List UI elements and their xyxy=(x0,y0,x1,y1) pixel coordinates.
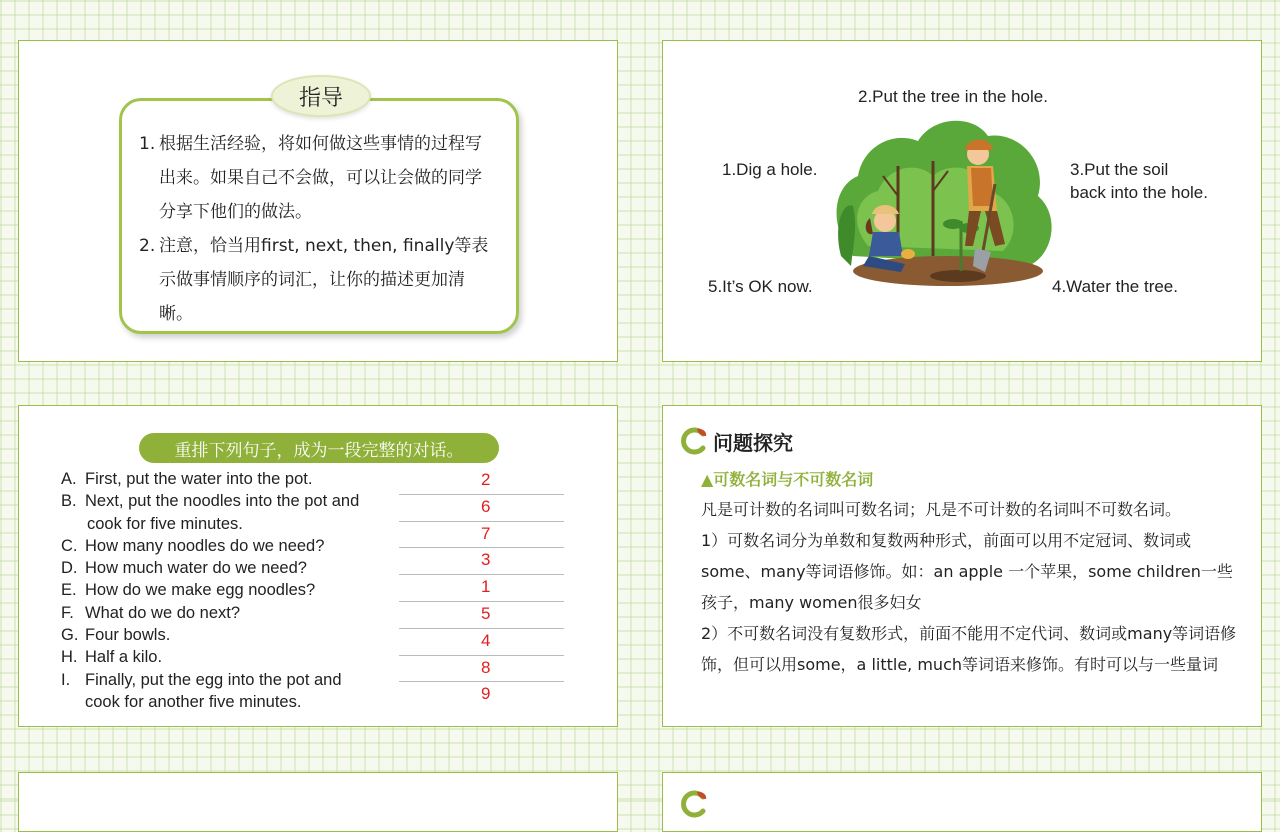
guide-title: 指导 xyxy=(271,75,371,117)
guide-item-number: 1. xyxy=(139,134,156,154)
leaf-c-icon xyxy=(679,426,709,456)
slide-guide[interactable] xyxy=(18,40,618,362)
sentence-item xyxy=(61,624,411,646)
sentence-letter: D. xyxy=(61,559,78,578)
subheading: ▲可数名词与不可数名词 xyxy=(701,470,874,489)
slide-tree-planting[interactable] xyxy=(662,40,1262,362)
guide-item-text: 注意，恰当用first, next, then, finally等表示做事情顺序的词汇，让你的描述更加清晰。 xyxy=(159,236,489,324)
sentence-text: First, put the water into the pot. xyxy=(85,470,313,488)
leaf-c-icon xyxy=(679,789,709,819)
tree-planting-illustration xyxy=(823,106,1063,286)
sentence-item xyxy=(61,557,411,579)
step-3-line2: back into the hole. xyxy=(1070,183,1208,202)
answer-row xyxy=(399,656,564,683)
section-heading xyxy=(679,426,793,456)
guide-item xyxy=(139,127,489,229)
guide-item xyxy=(139,229,489,331)
sentence-text: Half a kilo. xyxy=(85,648,163,667)
sentence-text: cook for another five minutes. xyxy=(85,692,302,711)
instruction-banner: 重排下列句子，成为一段完整的对话。 xyxy=(139,433,499,463)
sentence-letter: F. xyxy=(61,603,74,622)
slide-reorder-dialogue[interactable] xyxy=(18,405,618,727)
answer-row xyxy=(399,682,564,708)
step-4-label: 4.Water the tree. xyxy=(1052,277,1178,296)
sentence-text: How do we make egg noodles? xyxy=(85,581,316,600)
answer-row xyxy=(399,495,564,522)
step-3-line1: 3.Put the soil xyxy=(1070,160,1169,179)
sentence-letter: E. xyxy=(61,581,77,600)
sentence-text: Four bowls. xyxy=(85,626,171,645)
step-5-label: 5.It’s OK now. xyxy=(708,277,813,296)
step-3-label xyxy=(1070,158,1208,204)
sentence-item xyxy=(61,669,411,714)
answer-row xyxy=(399,522,564,549)
answer-number: 8 xyxy=(481,657,491,677)
answer-row xyxy=(399,468,564,495)
step-2-label: 2.Put the tree in the hole. xyxy=(858,87,1048,106)
slide-nouns[interactable] xyxy=(662,405,1262,727)
guide-item-text: 根据生活经验，将如何做这些事情的过程写出来。如果自己不会做，可以让会做的同学分享下他们的做法。 xyxy=(159,134,482,222)
answer-number: 6 xyxy=(481,496,491,516)
body-text xyxy=(701,494,1241,680)
sentence-list xyxy=(61,468,411,713)
answer-number: 5 xyxy=(481,603,491,623)
step-1-label: 1.Dig a hole. xyxy=(722,160,818,179)
answer-number: 2 xyxy=(481,470,491,489)
answer-column xyxy=(399,468,564,708)
answer-number: 9 xyxy=(481,684,491,704)
paragraph: 1）可数名词分为单数和复数两种形式，前面可以用不定冠词、数词或some、many等词语修饰。如：an apple 一个苹果，some children一些孩子，many women很多妇女 xyxy=(701,531,1233,612)
answer-row xyxy=(399,602,564,629)
paragraph: 凡是可计数的名词叫可数名词；凡是不可计数的名词叫不可数名词。 xyxy=(701,500,1182,519)
sentence-item xyxy=(61,490,411,535)
sentence-text: How much water do we need? xyxy=(85,559,307,578)
paragraph: 2）不可数名词没有复数形式，前面不能用不定代词、数词或many等词语修饰，但可以用some，a little, much等词语来修饰。有时可以与一些量词 xyxy=(701,624,1237,674)
sentence-text: What do we do next? xyxy=(85,603,241,622)
sentence-letter: C. xyxy=(61,536,78,555)
sentence-letter: I. xyxy=(61,670,71,689)
answer-row xyxy=(399,575,564,602)
slide-partial-right[interactable] xyxy=(662,772,1262,832)
sentence-text: cook for five minutes. xyxy=(87,514,243,533)
sentence-text: Finally, put the egg into the pot and xyxy=(85,670,342,689)
sentence-item xyxy=(61,602,411,624)
sentence-text: Next, put the noodles into the pot and xyxy=(85,492,360,511)
answer-number: 4 xyxy=(481,630,491,650)
answer-row xyxy=(399,548,564,575)
answer-number: 7 xyxy=(481,523,491,543)
sentence-letter: H. xyxy=(61,648,78,667)
sentence-item xyxy=(61,535,411,557)
sentence-letter: B. xyxy=(61,492,77,511)
sentence-text: How many noodles do we need? xyxy=(85,536,325,555)
section-heading-text: 问题探究 xyxy=(713,430,793,455)
guide-item-number: 2. xyxy=(139,236,156,256)
answer-row xyxy=(399,629,564,656)
sentence-item xyxy=(61,468,411,490)
sentence-letter: A. xyxy=(61,470,77,488)
answer-number: 3 xyxy=(481,550,491,570)
guide-list xyxy=(139,127,489,331)
sentence-letter: G. xyxy=(61,626,79,645)
sentence-item xyxy=(61,579,411,601)
answer-number: 1 xyxy=(481,577,491,597)
slide-partial-left[interactable] xyxy=(18,772,618,832)
sentence-item xyxy=(61,646,411,668)
